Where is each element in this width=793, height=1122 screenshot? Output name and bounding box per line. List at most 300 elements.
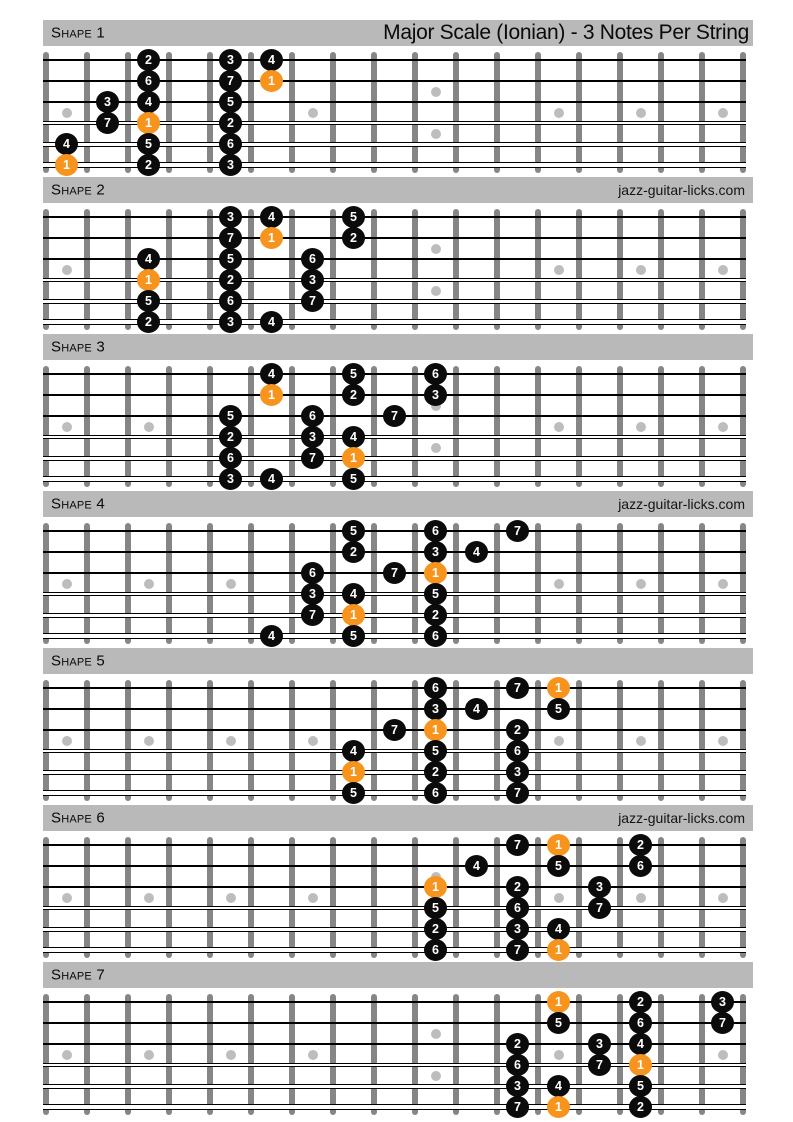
shape-sections bbox=[43, 20, 753, 1119]
fret-marker-double-dot bbox=[431, 87, 441, 97]
fret-line bbox=[289, 994, 295, 1115]
root-note-dot: 1 bbox=[424, 719, 447, 741]
fret-line bbox=[412, 837, 418, 958]
string-line bbox=[43, 886, 746, 888]
shape-label: Shape 2 bbox=[51, 181, 105, 199]
fret-line bbox=[84, 52, 90, 173]
fret-marker-dot bbox=[308, 1050, 318, 1060]
fret-line bbox=[535, 837, 541, 958]
fret-marker-dot bbox=[62, 108, 72, 118]
note-dot: 7 bbox=[588, 1054, 611, 1076]
fret-line bbox=[166, 366, 172, 487]
fret-line bbox=[84, 994, 90, 1115]
fret-marker-dot bbox=[144, 893, 154, 903]
fret-line bbox=[125, 680, 131, 801]
note-dot: 6 bbox=[424, 520, 447, 542]
root-note-dot: 1 bbox=[547, 991, 570, 1013]
shape-header-bar bbox=[43, 20, 753, 46]
root-note-dot: 1 bbox=[342, 604, 365, 626]
note-dot: 7 bbox=[96, 112, 119, 134]
fret-line bbox=[125, 366, 131, 487]
string-line bbox=[43, 394, 746, 396]
fret-marker-dot bbox=[718, 579, 728, 589]
fret-line bbox=[494, 680, 500, 801]
fret-line bbox=[43, 680, 49, 801]
fret-line bbox=[289, 680, 295, 801]
shape-label: Shape 6 bbox=[51, 809, 105, 827]
fret-line bbox=[535, 52, 541, 173]
fret-line bbox=[412, 209, 418, 330]
watermark-text: jazz-guitar-licks.com bbox=[618, 182, 745, 198]
fret-line bbox=[699, 837, 705, 958]
fret-line bbox=[43, 209, 49, 330]
fret-line bbox=[740, 680, 746, 801]
fret-line bbox=[576, 209, 582, 330]
fret-marker-dot bbox=[554, 422, 564, 432]
shape-section bbox=[43, 491, 753, 647]
note-dot: 4 bbox=[547, 918, 570, 940]
note-dot: 7 bbox=[383, 562, 406, 584]
fret-line bbox=[412, 523, 418, 644]
note-dot: 2 bbox=[219, 426, 242, 448]
note-dot: 4 bbox=[465, 855, 488, 877]
fret-line bbox=[740, 209, 746, 330]
shape-header-bar bbox=[43, 491, 753, 517]
note-dot: 4 bbox=[342, 740, 365, 762]
note-dot: 5 bbox=[629, 1075, 652, 1097]
note-dot: 3 bbox=[219, 154, 242, 176]
fret-line bbox=[371, 52, 377, 173]
note-dot: 2 bbox=[137, 49, 160, 71]
fret-line bbox=[453, 209, 459, 330]
fret-marker-dot bbox=[62, 422, 72, 432]
fret-marker-dot bbox=[718, 265, 728, 275]
fret-line bbox=[658, 680, 664, 801]
note-dot: 6 bbox=[629, 855, 652, 877]
note-dot: 5 bbox=[342, 363, 365, 385]
note-dot: 2 bbox=[629, 1096, 652, 1118]
fret-marker-dot bbox=[226, 893, 236, 903]
note-dot: 5 bbox=[424, 897, 447, 919]
note-dot: 3 bbox=[588, 1033, 611, 1055]
note-dot: 3 bbox=[96, 91, 119, 113]
note-dot: 4 bbox=[342, 426, 365, 448]
fret-marker-dot bbox=[718, 1050, 728, 1060]
root-note-dot: 1 bbox=[260, 384, 283, 406]
fretboard bbox=[43, 46, 753, 176]
fret-line bbox=[371, 523, 377, 644]
fret-line bbox=[330, 209, 336, 330]
note-dot: 3 bbox=[506, 1075, 529, 1097]
fret-line bbox=[699, 209, 705, 330]
shape-label: Shape 4 bbox=[51, 495, 105, 513]
fretboard bbox=[43, 203, 753, 333]
fret-line bbox=[494, 837, 500, 958]
fret-marker-double-dot bbox=[431, 286, 441, 296]
fret-line bbox=[207, 523, 213, 644]
note-dot: 3 bbox=[219, 206, 242, 228]
shape-label: Shape 3 bbox=[51, 338, 105, 356]
note-dot: 6 bbox=[301, 405, 324, 427]
fret-line bbox=[658, 52, 664, 173]
fret-line bbox=[412, 994, 418, 1115]
fret-marker-dot bbox=[62, 893, 72, 903]
fret-line bbox=[535, 994, 541, 1115]
note-dot: 5 bbox=[547, 1012, 570, 1034]
fret-line bbox=[453, 366, 459, 487]
string-line bbox=[43, 927, 746, 932]
fret-line bbox=[576, 52, 582, 173]
note-dot: 3 bbox=[219, 49, 242, 71]
note-dot: 5 bbox=[342, 468, 365, 490]
note-dot: 2 bbox=[629, 834, 652, 856]
note-dot: 7 bbox=[383, 405, 406, 427]
fretboard bbox=[43, 831, 753, 961]
fret-line bbox=[166, 523, 172, 644]
fret-line bbox=[371, 366, 377, 487]
fret-line bbox=[699, 680, 705, 801]
fret-line bbox=[330, 366, 336, 487]
fret-line bbox=[125, 52, 131, 173]
fretboard bbox=[43, 674, 753, 804]
note-dot: 6 bbox=[301, 562, 324, 584]
fret-line bbox=[248, 523, 254, 644]
fret-marker-dot bbox=[62, 736, 72, 746]
fret-line bbox=[412, 366, 418, 487]
fret-line bbox=[494, 209, 500, 330]
fret-line bbox=[207, 209, 213, 330]
note-dot: 5 bbox=[219, 91, 242, 113]
note-dot: 5 bbox=[342, 520, 365, 542]
fret-line bbox=[248, 209, 254, 330]
note-dot: 3 bbox=[301, 426, 324, 448]
fret-marker-dot bbox=[718, 893, 728, 903]
fret-line bbox=[617, 680, 623, 801]
string-line bbox=[43, 551, 746, 553]
note-dot: 2 bbox=[219, 112, 242, 134]
string-line bbox=[43, 237, 746, 239]
fret-line bbox=[43, 52, 49, 173]
note-dot: 7 bbox=[301, 604, 324, 626]
note-dot: 6 bbox=[424, 782, 447, 804]
fret-line bbox=[43, 366, 49, 487]
fret-line bbox=[248, 994, 254, 1115]
fret-marker-dot bbox=[554, 265, 564, 275]
note-dot: 5 bbox=[219, 405, 242, 427]
fret-line bbox=[740, 366, 746, 487]
fretboard bbox=[43, 360, 753, 490]
string-line bbox=[43, 456, 746, 461]
note-dot: 6 bbox=[506, 897, 529, 919]
note-dot: 6 bbox=[301, 248, 324, 270]
shape-header-bar bbox=[43, 648, 753, 674]
root-note-dot: 1 bbox=[547, 1096, 570, 1118]
note-dot: 7 bbox=[383, 719, 406, 741]
note-dot: 5 bbox=[547, 698, 570, 720]
note-dot: 4 bbox=[465, 541, 488, 563]
fret-line bbox=[535, 680, 541, 801]
string-line bbox=[43, 216, 746, 218]
note-dot: 5 bbox=[219, 248, 242, 270]
fret-line bbox=[535, 209, 541, 330]
string-line bbox=[43, 749, 746, 753]
fret-marker-double-dot bbox=[431, 244, 441, 254]
fret-line bbox=[576, 837, 582, 958]
note-dot: 5 bbox=[342, 782, 365, 804]
note-dot: 7 bbox=[506, 1096, 529, 1118]
string-line bbox=[43, 790, 746, 796]
note-dot: 5 bbox=[424, 583, 447, 605]
note-dot: 5 bbox=[137, 133, 160, 155]
note-dot: 3 bbox=[219, 468, 242, 490]
note-dot: 4 bbox=[260, 625, 283, 647]
fret-line bbox=[330, 680, 336, 801]
fret-line bbox=[453, 52, 459, 173]
note-dot: 2 bbox=[506, 876, 529, 898]
note-dot: 6 bbox=[506, 1054, 529, 1076]
fret-line bbox=[576, 523, 582, 644]
fret-marker-double-dot bbox=[431, 443, 441, 453]
fret-marker-dot bbox=[62, 1050, 72, 1060]
fret-marker-dot bbox=[554, 579, 564, 589]
watermark-text: jazz-guitar-licks.com bbox=[618, 810, 745, 826]
fret-marker-dot bbox=[308, 736, 318, 746]
fret-line bbox=[740, 994, 746, 1115]
root-note-dot: 1 bbox=[260, 70, 283, 92]
note-dot: 7 bbox=[506, 834, 529, 856]
fret-line bbox=[84, 523, 90, 644]
fret-line bbox=[207, 366, 213, 487]
fret-line bbox=[617, 366, 623, 487]
fret-line bbox=[125, 209, 131, 330]
fret-line bbox=[658, 994, 664, 1115]
note-dot: 4 bbox=[55, 133, 78, 155]
fret-line bbox=[699, 366, 705, 487]
fret-line bbox=[576, 994, 582, 1115]
fret-line bbox=[166, 52, 172, 173]
fret-line bbox=[248, 52, 254, 173]
note-dot: 5 bbox=[547, 855, 570, 877]
note-dot: 6 bbox=[424, 625, 447, 647]
note-dot: 7 bbox=[588, 897, 611, 919]
note-dot: 3 bbox=[301, 583, 324, 605]
string-line bbox=[43, 906, 746, 910]
fret-line bbox=[412, 52, 418, 173]
note-dot: 4 bbox=[629, 1033, 652, 1055]
root-note-dot: 1 bbox=[547, 939, 570, 961]
fret-line bbox=[617, 52, 623, 173]
fret-marker-double-dot bbox=[431, 129, 441, 139]
root-note-dot: 1 bbox=[137, 269, 160, 291]
root-note-dot: 1 bbox=[55, 154, 78, 176]
fret-marker-dot bbox=[636, 265, 646, 275]
fret-line bbox=[453, 680, 459, 801]
note-dot: 2 bbox=[137, 154, 160, 176]
note-dot: 2 bbox=[342, 384, 365, 406]
shape-section bbox=[43, 805, 753, 961]
note-dot: 7 bbox=[219, 227, 242, 249]
fret-line bbox=[617, 523, 623, 644]
note-dot: 3 bbox=[424, 698, 447, 720]
note-dot: 2 bbox=[424, 918, 447, 940]
fret-line bbox=[330, 994, 336, 1115]
fret-line bbox=[248, 837, 254, 958]
note-dot: 2 bbox=[424, 761, 447, 783]
fretboard bbox=[43, 988, 753, 1118]
note-dot: 4 bbox=[137, 248, 160, 270]
note-dot: 3 bbox=[506, 761, 529, 783]
fret-line bbox=[289, 209, 295, 330]
fret-line bbox=[658, 837, 664, 958]
root-note-dot: 1 bbox=[260, 227, 283, 249]
fret-marker-dot bbox=[636, 893, 646, 903]
fret-line bbox=[207, 994, 213, 1115]
fret-marker-dot bbox=[62, 265, 72, 275]
note-dot: 6 bbox=[137, 70, 160, 92]
fret-line bbox=[658, 366, 664, 487]
shape-label: Shape 7 bbox=[51, 966, 105, 984]
fret-line bbox=[453, 523, 459, 644]
fret-marker-dot bbox=[144, 579, 154, 589]
note-dot: 5 bbox=[137, 290, 160, 312]
fret-line bbox=[84, 209, 90, 330]
note-dot: 5 bbox=[342, 625, 365, 647]
fret-line bbox=[494, 994, 500, 1115]
page-title: Major Scale (Ionian) - 3 Notes Per String bbox=[383, 21, 749, 44]
shape-header-bar bbox=[43, 962, 753, 988]
string-line bbox=[43, 633, 746, 639]
shape-label: Shape 1 bbox=[51, 24, 105, 42]
fret-marker-dot bbox=[636, 108, 646, 118]
note-dot: 2 bbox=[506, 1033, 529, 1055]
note-dot: 4 bbox=[260, 49, 283, 71]
note-dot: 4 bbox=[465, 698, 488, 720]
fret-line bbox=[699, 52, 705, 173]
fret-line bbox=[289, 837, 295, 958]
fret-marker-dot bbox=[226, 1050, 236, 1060]
fret-line bbox=[453, 837, 459, 958]
fret-marker-double-dot bbox=[431, 1029, 441, 1039]
fret-marker-dot bbox=[718, 736, 728, 746]
fret-line bbox=[330, 523, 336, 644]
fret-marker-dot bbox=[636, 422, 646, 432]
fret-marker-dot bbox=[554, 736, 564, 746]
fret-line bbox=[125, 837, 131, 958]
fret-line bbox=[125, 523, 131, 644]
fret-marker-dot bbox=[144, 736, 154, 746]
fretboard bbox=[43, 517, 753, 647]
note-dot: 7 bbox=[301, 290, 324, 312]
fret-line bbox=[43, 994, 49, 1115]
note-dot: 4 bbox=[260, 311, 283, 333]
shape-header-bar bbox=[43, 334, 753, 360]
note-dot: 7 bbox=[506, 677, 529, 699]
fret-line bbox=[289, 52, 295, 173]
fret-line bbox=[617, 209, 623, 330]
note-dot: 4 bbox=[547, 1075, 570, 1097]
fret-line bbox=[494, 52, 500, 173]
fret-line bbox=[330, 837, 336, 958]
fret-line bbox=[740, 837, 746, 958]
root-note-dot: 1 bbox=[342, 761, 365, 783]
root-note-dot: 1 bbox=[342, 447, 365, 469]
note-dot: 3 bbox=[588, 876, 611, 898]
string-line bbox=[43, 613, 746, 618]
note-dot: 3 bbox=[219, 311, 242, 333]
fret-line bbox=[617, 837, 623, 958]
fret-line bbox=[740, 52, 746, 173]
note-dot: 5 bbox=[342, 206, 365, 228]
fret-line bbox=[371, 209, 377, 330]
string-line bbox=[43, 770, 746, 775]
string-line bbox=[43, 476, 746, 482]
shape-section bbox=[43, 334, 753, 490]
fret-line bbox=[576, 366, 582, 487]
note-dot: 3 bbox=[506, 918, 529, 940]
fret-line bbox=[699, 523, 705, 644]
fret-marker-dot bbox=[144, 1050, 154, 1060]
note-dot: 6 bbox=[219, 133, 242, 155]
note-dot: 6 bbox=[506, 740, 529, 762]
fret-line bbox=[576, 680, 582, 801]
fret-line bbox=[412, 680, 418, 801]
fret-line bbox=[166, 994, 172, 1115]
fret-marker-dot bbox=[308, 893, 318, 903]
fret-marker-dot bbox=[226, 579, 236, 589]
fret-marker-dot bbox=[636, 736, 646, 746]
note-dot: 2 bbox=[137, 311, 160, 333]
fret-line bbox=[289, 523, 295, 644]
fret-line bbox=[84, 366, 90, 487]
note-dot: 4 bbox=[137, 91, 160, 113]
note-dot: 3 bbox=[424, 541, 447, 563]
fret-marker-double-dot bbox=[431, 1071, 441, 1081]
fret-line bbox=[125, 994, 131, 1115]
watermark-text: jazz-guitar-licks.com bbox=[618, 496, 745, 512]
string-line bbox=[43, 687, 746, 689]
fret-marker-dot bbox=[554, 108, 564, 118]
fret-line bbox=[207, 680, 213, 801]
fret-line bbox=[166, 680, 172, 801]
root-note-dot: 1 bbox=[629, 1054, 652, 1076]
fret-line bbox=[207, 52, 213, 173]
root-note-dot: 1 bbox=[547, 834, 570, 856]
fret-line bbox=[84, 837, 90, 958]
root-note-dot: 1 bbox=[547, 677, 570, 699]
fret-line bbox=[494, 366, 500, 487]
string-line bbox=[43, 530, 746, 532]
fret-line bbox=[248, 680, 254, 801]
fret-marker-dot bbox=[144, 422, 154, 432]
shape-section bbox=[43, 648, 753, 804]
string-line bbox=[43, 435, 746, 439]
note-dot: 2 bbox=[629, 991, 652, 1013]
fret-marker-dot bbox=[636, 579, 646, 589]
string-line bbox=[43, 947, 746, 953]
shape-section bbox=[43, 962, 753, 1118]
fret-marker-dot bbox=[718, 108, 728, 118]
fret-marker-dot bbox=[62, 579, 72, 589]
note-dot: 7 bbox=[219, 70, 242, 92]
note-dot: 6 bbox=[219, 290, 242, 312]
string-line bbox=[43, 373, 746, 375]
note-dot: 7 bbox=[506, 782, 529, 804]
note-dot: 4 bbox=[342, 583, 365, 605]
note-dot: 2 bbox=[342, 227, 365, 249]
fret-line bbox=[166, 209, 172, 330]
shape-section bbox=[43, 177, 753, 333]
fret-line bbox=[43, 837, 49, 958]
